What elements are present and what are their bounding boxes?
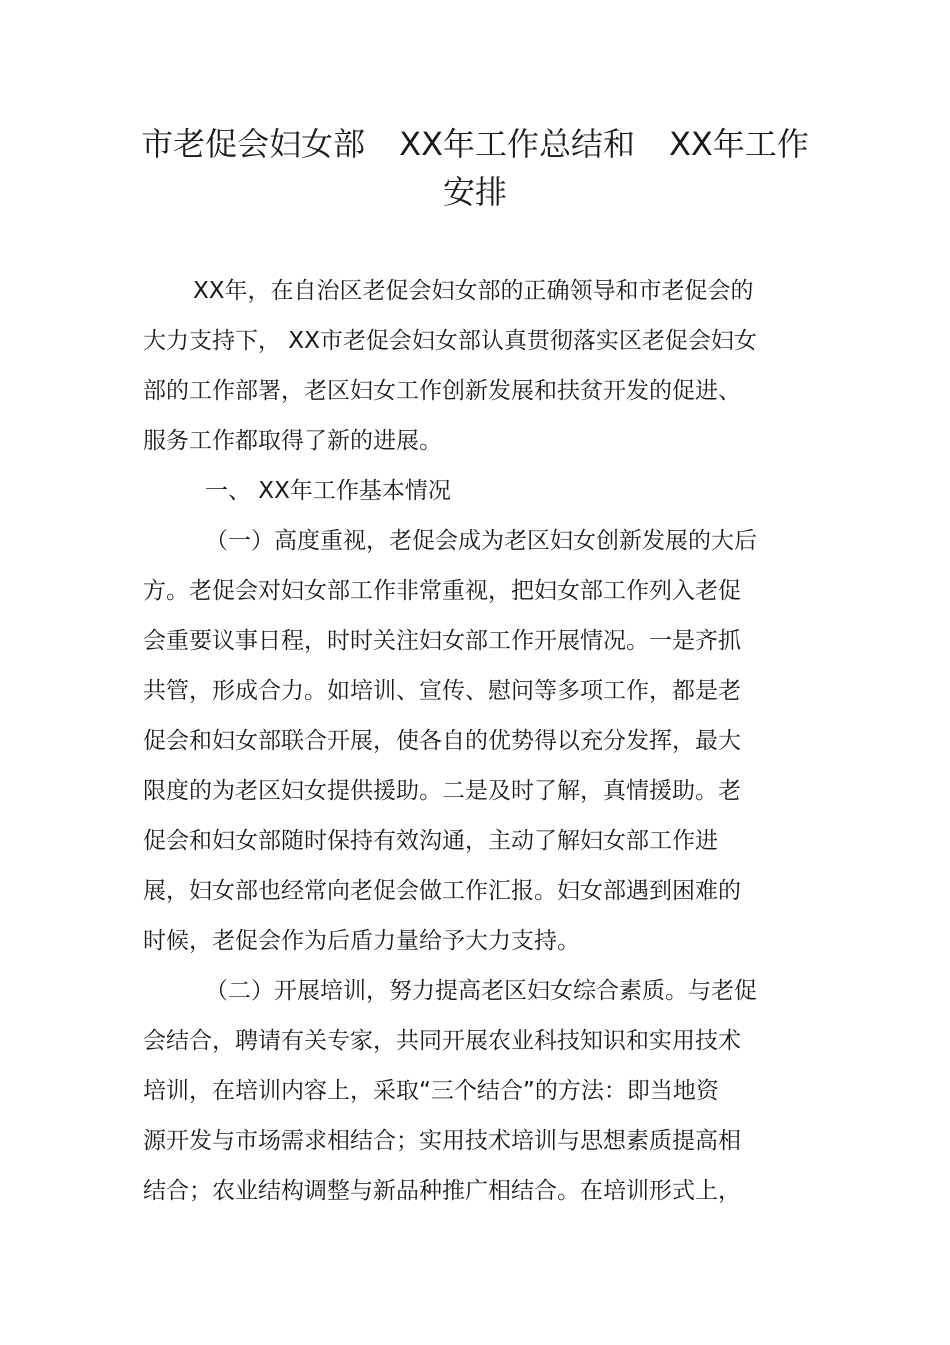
body-line: 结合；农业结构调整与新品种推广相结合。在培训形式上， (143, 1178, 741, 1204)
body-line: 促会和妇女部随时保持有效沟通，主动了解妇女部工作进 (143, 828, 718, 854)
title-part-org: 市老促会妇女部 (141, 125, 366, 163)
body-line: 部的工作部署，老区妇女工作创新发展和扶贫开发的促进、 (143, 378, 741, 404)
body-line: 时候，老促会作为后盾力量给予大力支持。 (143, 928, 580, 954)
body-line: 方。老促会对妇女部工作非常重视，把妇女部工作列入老促 (143, 578, 741, 604)
body-line: 展，妇女部也经常向老促会做工作汇报。妇女部遇到困难的 (143, 878, 741, 904)
body-line: 源开发与市场需求相结合；实用技术培训与思想素质提高相 (143, 1128, 741, 1154)
section-heading: 一、 XX年工作基本情况 (205, 478, 451, 504)
body-line: 会结合，聘请有关专家，共同开展农业科技知识和实用技术 (143, 1028, 741, 1054)
title-part-plan: XX年工作 (669, 125, 809, 163)
body-line: 大力支持下， XX市老促会妇女部认真贯彻落实区老促会妇女 (143, 328, 757, 354)
body-line: 会重要议事日程，时时关注妇女部工作开展情况。一是齐抓 (143, 628, 741, 654)
body-line: 培训，在培训内容上，采取“三个结合”的方法：即当地资 (143, 1078, 719, 1104)
body-line: XX年，在自治区老促会妇女部的正确领导和市老促会的 (193, 278, 754, 304)
title-part-summary: XX年工作总结和 (399, 125, 635, 163)
body-line: 服务工作都取得了新的进展。 (143, 428, 442, 454)
body-line: （二）开展培训，努力提高老区妇女综合素质。与老促 (205, 978, 757, 1004)
document-title-line-1 (100, 120, 850, 168)
body-line: 共管，形成合力。如培训、宣传、慰问等多项工作，都是老 (143, 678, 741, 704)
document-title-line-2: 安排 (442, 173, 507, 211)
body-line: （一）高度重视，老促会成为老区妇女创新发展的大后 (205, 528, 757, 554)
body-line: 限度的为老区妇女提供援助。二是及时了解，真情援助。老 (143, 778, 741, 804)
body-line: 促会和妇女部联合开展，使各自的优势得以充分发挥，最大 (143, 728, 741, 754)
